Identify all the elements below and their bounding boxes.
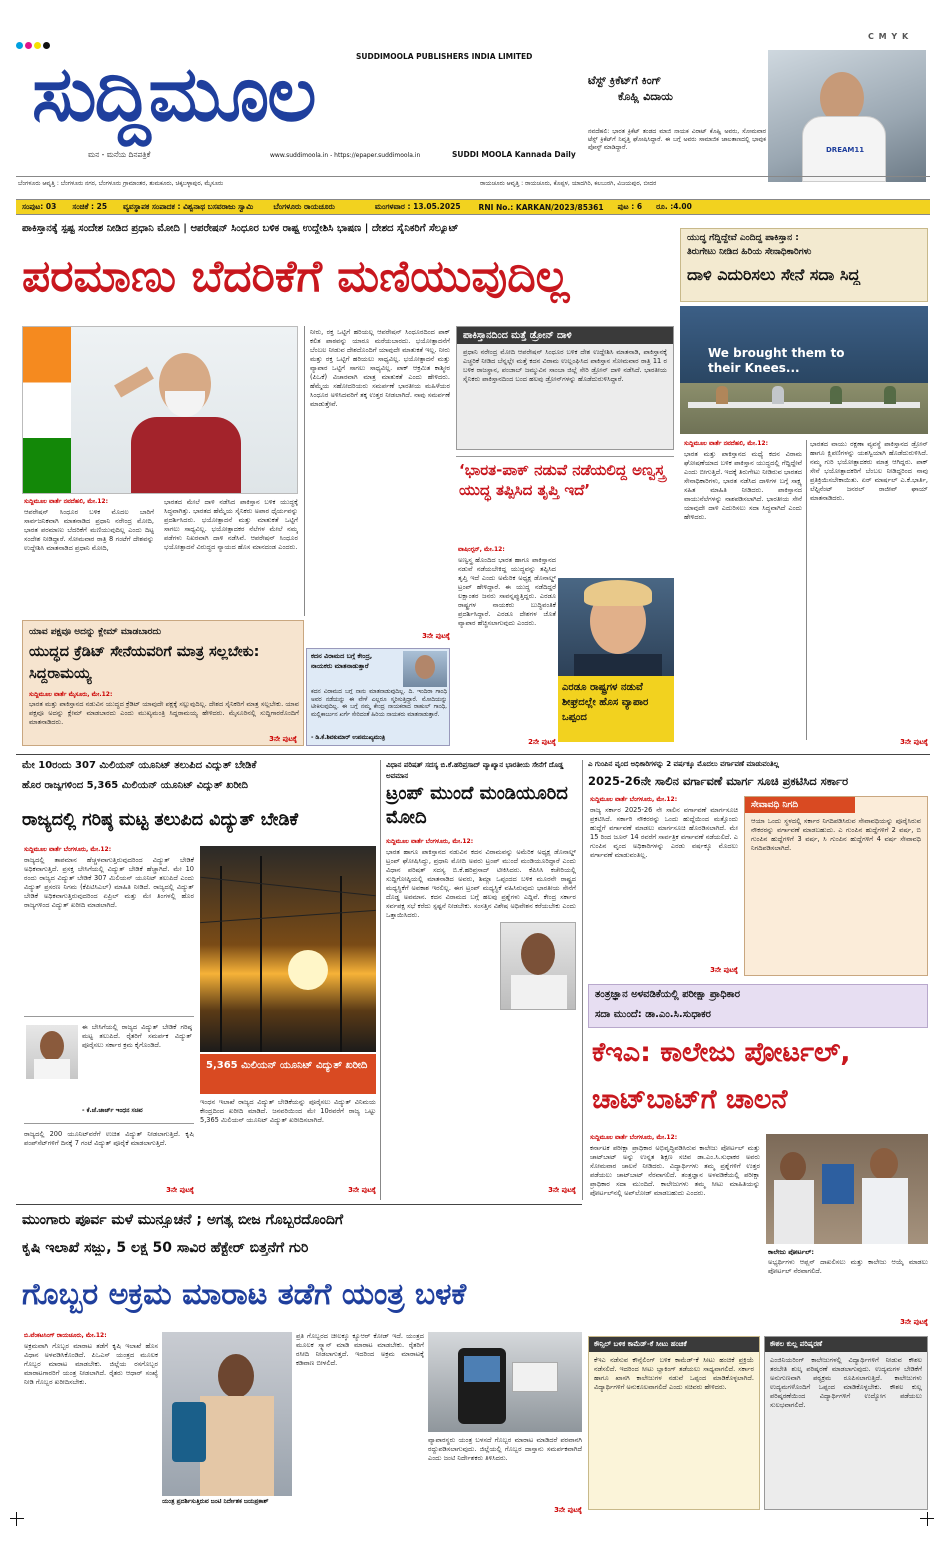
teaser-title-2: ಕೊಹ್ಲಿ ವಿದಾಯ bbox=[618, 90, 673, 103]
official-photo bbox=[162, 1332, 292, 1496]
fertilizer-kicker-1: ಮುಂಗಾರು ಪೂರ್ವ ಮಳೆ ಮುನ್ಸೂಚನೆ ; ಅಗತ್ಯ ಬೀಜ ಗೊಬ್ಬರದೊಂದಿಗೆ bbox=[22, 1212, 344, 1228]
transfer-headline[interactable]: 2025-26ನೇ ಸಾಲಿನ ವರ್ಗಾವಣೆ ಮಾರ್ಗ ಸೂಚಿ ಪ್ರಕಟಿಸಿದ ಸರ್ಕಾರ bbox=[588, 774, 849, 788]
power-grid-photo bbox=[200, 846, 376, 1052]
kea-byline: ಸುದ್ದಿಮೂಲ ವಾರ್ತೆ ಬೆಂಗಳೂರು, ಮೇ.12: bbox=[590, 1134, 678, 1141]
hariprasad-body: ಭಾರತ ಹಾಗೂ ಪಾಕಿಸ್ತಾನದ ನಡುವಿನ ಕದನ ವಿರಾಮವನ್ನು ಅಮೆರಿಕ ಅಧ್ಯಕ್ಷ ಡೊನಾಲ್ಡ್ ಟ್ರಂಪ್ ಘೋಷಿಸಿದ್ದು, ಪ್ರಧಾನಿ ಮೋದಿ ಅವರು ಟ್ರಂಪ್ ಮುಂದೆ ಮಂಡಿಯೂರಿದ್ದಾರೆ ಎಂದು ವಿಧಾನ ಪರಿಷತ್ ಸದಸ್ಯ ಬಿ.ಕೆ.ಹರಿಪ್ರಸಾದ್ ಟೀಕಿಸಿದರು. ಕೆಪಿಸಿಸಿ ಕಚೇರಿಯಲ್ಲಿ ಸುದ್ದಿಗೋಷ್ಠಿಯಲ್ಲಿ ಮಾತನಾಡಿದ ಅವರು, ಶಿಮ್ಲಾ ಒಪ್ಪಂದದ ಬಳಿಕ ಮೂರನೇ ರಾಷ್ಟ್ರದ ಮಧ್ಯಸ್ಥಿಕೆಗೆ ಅವಕಾಶ ಇರಲಿಲ್ಲ. ಈಗ ಟ್ರಂಪ್ ಮಧ್ಯಸ್ಥಿಕೆ ವಹಿಸಿರುವುದು ಭಾರತೀಯ ಸೇನೆಗೆ ದೊಡ್ಡ ಅವಮಾನ. ಕದನ ವಿರಾಮದ ಬಗ್ಗೆ ಹಲವು ಪ್ರಶ್ನೆಗಳು ಎದ್ದಿವೆ. ಕೇಂದ್ರ ಸರ್ಕಾರ ಸರ್ವಪಕ್ಷ ಸಭೆ ಕರೆದು ಸ್ಪಷ್ಟನೆ ನೀಡಬೇಕು. ಸಂಸತ್ತಿನ ವಿಶೇಷ ಅಧಿವೇಶನ ಕರೆಯಬೇಕು ಎಂದು ಒತ್ತಾಯಿಸಿದರು. bbox=[386, 848, 576, 919]
transfer-body: ರಾಜ್ಯ ಸರ್ಕಾರ 2025-26 ನೇ ಸಾಲಿನ ವರ್ಗಾವಣೆ ಮಾರ್ಗಸೂಚಿ ಪ್ರಕಟಿಸಿದೆ. ಸರ್ಕಾರಿ ನೌಕರರನ್ನು ಒಂದು ಹುದ್ದೆಯಿಂದ ಮತ್ತೊಂದು ಹುದ್ದೆಗೆ ವರ್ಗಾವಣೆ ಮಾಡಲು ಮಾರ್ಗಸೂಚಿ ಹೊರಡಿಸಲಾಗಿದೆ. ಮೇ 15 ರಿಂದ ಜೂನ್ 14 ರವರೆಗೆ ಸಾರ್ವತ್ರಿಕ ವರ್ಗಾವಣೆ ನಡೆಯಲಿದೆ. ಎ ಗುಂಪಿನ ವೃಂದ ಅಧಿಕಾರಿಗಳನ್ನು ಎರಡು ವರ್ಷಕ್ಕೂ ಮೊದಲು ವರ್ಗಾವಣೆ ಮಾಡುವಂತಿಲ್ಲ. bbox=[590, 806, 738, 859]
lead-col1: ಆಪರೇಷನ್ ಸಿಂಧೂರ ಬಳಿಕ ಮೊದಲ ಬಾರಿಗೆ ಸಾರ್ವಜನಿಕವಾಗಿ ಮಾತನಾಡಿದ ಪ್ರಧಾನಿ ನರೇಂದ್ರ ಮೋದಿ, ಭಾರತ ಪರಮಾಣು ಬೆದರಿಕೆಗೆ ಮಣಿಯುವುದಿಲ್ಲ ಎಂದು ದಿಟ್ಟ ಸಂದೇಶ ನೀಡಿದ್ದಾರೆ. ಸೋಮವಾರ ರಾತ್ರಿ 8 ಗಂಟೆಗೆ ದೇಶವನ್ನು ಉದ್ದೇಶಿಸಿ ಮಾತನಾಡಿದ ಪ್ರಧಾನಿ ಮೋದಿ, bbox=[24, 508, 154, 552]
lead-col2: ಭಾರತದ ಮೇಲೆ ದಾಳಿ ನಡೆಸಿದ ಪಾಕಿಸ್ತಾನ ಬಳಿಕ ಯುದ್ಧಕ್ಕೆ ಸಿದ್ಧವಾಗಿತ್ತು. ಭಾರತದ ಹೆಮ್ಮೆಯ ಸೈನಿಕರು ಅಪಾರ ಧೈರ್ಯವನ್ನು ಪ್ರದರ್ಶಿಸಿದರು. ಭಯೋತ್ಪಾದನೆ ಮತ್ತು ಮಾತುಕತೆ ಒಟ್ಟಿಗೆ ಸಾಗಲು ಸಾಧ್ಯವಿಲ್ಲ. ಭಯೋತ್ಪಾದಕರ ನೆಲೆಗಳ ಮೇಲೆ ನಮ್ಮ ಪಡೆಗಳು ನಿಖರವಾಗಿ ದಾಳಿ ನಡೆಸಿವೆ. ಆಪರೇಷನ್ ಸಿಂಧೂರ ಭಯೋತ್ಪಾದನೆ ವಿರುದ್ಧದ ನ್ಯಾಯದ ಹೊಸ ಮಾನದಂಡ ಎಂದರು. bbox=[164, 498, 298, 551]
drone-body: ಪ್ರಧಾನಿ ನರೇಂದ್ರ ಮೋದಿ ಆಪರೇಷನ್ ಸಿಂಧೂರ ಬಳಿಕ ದೇಶ ಉದ್ದೇಶಿಸಿ ಮಾತನಾಡಿ, ಪಾಕಿಸ್ತಾನಕ್ಕೆ ಎಚ್ಚರಿಕೆ ನೀಡಿದ ಬೆನ್ನಲ್ಲೇ ಮತ್ತೆ ಕದನ ವಿರಾಮ ಉಲ್ಲಂಘಿಸಿದ ಪಾಕಿಸ್ತಾನ ಸೋಮವಾರ ರಾತ್ರಿ 11 ರ ಬಳಿಕ ರಾಜಸ್ಥಾನ, ಪಂಜಾಬ್ ಜಮ್ಮುವಿನ ಸಾಂಬಾ ಜಿಲ್ಲೆ ಸೇರಿ ಡ್ರೋನ್ ದಾಳಿ ನಡೆಸಿದೆ. ಭಾರತೀಯ ಸೈನಿಕರು ಪಾಕಿಸ್ತಾನದಿಂದ ಬಂದ ಹಲವು ಡ್ರೋನ್‌ಗಳನ್ನು ಹೊಡೆದುರುಳಿಸಿದ್ದಾರೆ. bbox=[463, 348, 667, 383]
crop-mark bbox=[10, 1518, 24, 1519]
registration-marks bbox=[16, 34, 76, 44]
power-quote-box bbox=[24, 1016, 194, 1124]
surrender-continued[interactable]: 3ನೇ ಪುಟಕ್ಕೆ bbox=[900, 738, 928, 746]
pos-machine-photo bbox=[428, 1332, 582, 1432]
cities: ಬೆಂಗಳೂರು ರಾಯಚೂರು bbox=[273, 202, 335, 211]
hariprasad-byline: ಸುದ್ದಿಮೂಲ ವಾರ್ತೆ ಬೆಂಗಳೂರು, ಮೇ.12: bbox=[386, 838, 474, 845]
edition-right: ರಾಯಚೂರು ಆವೃತ್ತಿ : ರಾಯಚೂರು, ಕೊಪ್ಪಳ, ಯಾದಗಿರಿ, ಕಲಬುರಗಿ, ವಿಜಯಪುರ, ಬೀದರ bbox=[480, 180, 657, 187]
crop-mark bbox=[927, 1512, 928, 1526]
kea-body: ಕರ್ನಾಟಕ ಪರೀಕ್ಷಾ ಪ್ರಾಧಿಕಾರ ಅಭಿವೃದ್ಧಿಪಡಿಸಿರುವ ಕಾಲೇಜು ಪೋರ್ಟಲ್ ಮತ್ತು ಚಾಟ್‌ಬಾಟ್ ಅನ್ನು ಉನ್ನತ ಶಿಕ್ಷಣ ಸಚಿವ ಡಾ.ಎಂ.ಸಿ.ಸುಧಾಕರ ಅವರು ಸೋಮವಾರ ಚಾಲನೆ ನೀಡಿದರು. ವಿದ್ಯಾರ್ಥಿಗಳು ತಮ್ಮ ಪ್ರಶ್ನೆಗಳಿಗೆ ಉತ್ತರ ಪಡೆಯಲು ಚಾಟ್‌ಬಾಟ್ ನೆರವಾಗಲಿದೆ. ತಂತ್ರಜ್ಞಾನ ಅಳವಡಿಕೆಯಲ್ಲಿ ಪರೀಕ್ಷಾ ಪ್ರಾಧಿಕಾರ ಸದಾ ಮುಂದಿದೆ. ಕಾಲೇಜುಗಳು ತಮ್ಮ ಸೀಟು ಮಾಹಿತಿಯನ್ನು ಪೋರ್ಟಲ್‌ನಲ್ಲಿ ಅಪ್‌ಲೋಡ್ ಮಾಡಬಹುದು ಎಂದರು. bbox=[590, 1144, 760, 1197]
hariprasad-photo bbox=[500, 922, 576, 1010]
power-body1: ರಾಜ್ಯದಲ್ಲಿ ತಾಪಮಾನ ಹೆಚ್ಚಳವಾಗುತ್ತಿರುವುದರಿಂದ ವಿದ್ಯುತ್ ಬೇಡಿಕೆ ಅಧಿಕವಾಗುತ್ತಿದೆ. ಪ್ರಸಕ್ತ ಬೇಸಿಗೆಯಲ್ಲಿ ವಿದ್ಯುತ್ ಬೇಡಿಕೆ ಹೆಚ್ಚಾಗಿದೆ. ಮೇ 10 ರಂದು ರಾಜ್ಯದ ವಿದ್ಯುತ್ ಬೇಡಿಕೆ 307 ಮಿಲಿಯನ್ ಯೂನಿಟ್ ತಲುಪಿದೆ ಎಂದು ವಿದ್ಯುತ್ ಪ್ರಸರಣ ನಿಗಮ (ಕೆಪಿಟಿಸಿಎಲ್) ಮಾಹಿತಿ ನೀಡಿದೆ. ರಾಜ್ಯದಲ್ಲಿ ವಿದ್ಯುತ್ ಬೇಡಿಕೆ ಅಧಿಕವಾಗುತ್ತಿರುವುದರಿಂದ ಏಪ್ರಿಲ್ ಮತ್ತು ಮೇ ತಿಂಗಳಲ್ಲಿ ಹೊರ ರಾಜ್ಯಗಳಿಂದ ವಿದ್ಯುತ್ ಖರೀದಿ ಮಾಡಲಾಗಿದೆ. bbox=[24, 856, 194, 909]
dks-photo bbox=[403, 651, 447, 687]
surrender-byline: ಸುದ್ದಿಮೂಲ ವಾರ್ತೆ ನವದೆಹಲಿ, ಮೇ.12: bbox=[684, 440, 768, 447]
trump-photo bbox=[558, 578, 674, 676]
fertilizer-continued[interactable]: 3ನೇ ಪುಟಕ್ಕೆ bbox=[554, 1506, 582, 1514]
fertilizer-headline[interactable]: ಗೊಬ್ಬರ ಅಕ್ರಮ ಮಾರಾಟ ತಡೆಗೆ ಯಂತ್ರ ಬಳಕೆ bbox=[22, 1277, 467, 1312]
kohli-teaser bbox=[588, 46, 928, 184]
lead-continued[interactable]: 3ನೇ ಪುಟಕ್ಕೆ bbox=[422, 632, 450, 640]
hariprasad-kicker: ವಿಧಾನ ಪರಿಷತ್ ಸದಸ್ಯ ಬಿ.ಕೆ.ಹರಿಪ್ರಸಾದ್ ವ್ಯಾಖ್ಯಾನ ಭಾರತೀಯ ಸೇನೆಗೆ ದೊಡ್ಡ ಅವಮಾನ bbox=[386, 761, 564, 780]
lead-headline[interactable]: ಪರಮಾಣು ಬೆದರಿಕೆಗೆ ಮಣಿಯುವುದಿಲ್ಲ bbox=[22, 251, 570, 302]
kea-headline-1[interactable]: ಕೆಇಎ: ಕಾಲೇಜು ಪೋರ್ಟಲ್, bbox=[592, 1037, 851, 1068]
price: ರೂ. :4.00 bbox=[656, 202, 692, 211]
dks-head-2: ನಾಯಕರು ಮಾತನಾಡುತ್ತಾರೆ bbox=[311, 662, 369, 670]
credit-byline: ಸುದ್ದಿಮೂಲ ವಾರ್ತೆ ಮೈಸೂರು, ಮೇ.12: bbox=[29, 691, 113, 698]
power-body2: ರಾಜ್ಯದಲ್ಲಿ 200 ಯೂನಿಟ್‌ವರೆಗೆ ಉಚಿತ ವಿದ್ಯುತ್ ನೀಡಲಾಗುತ್ತಿದೆ. ಕೃಷಿ ಪಂಪ್‌ಸೆಟ್‌ಗಳಿಗೆ ದಿನಕ್ಕೆ 7 ಗಂಟೆ ವಿದ್ಯುತ್ ಪೂರೈಕೆ ಮಾಡಲಾಗುತ್ತಿದೆ. bbox=[24, 1130, 194, 1147]
website-url[interactable]: www.suddimoola.in - https://epaper.suddimoola.in bbox=[270, 152, 421, 159]
rni-number: RNI No.: KARKAN/2023/85361 bbox=[478, 202, 604, 212]
brief-comedk bbox=[588, 1336, 760, 1510]
edition-left: ಬೆಂಗಳೂರು ಆವೃತ್ತಿ : ಬೆಂಗಳೂರು ನಗರ, ಬೆಂಗಳೂರು ಗ್ರಾಮಾಂತರ, ತುಮಕೂರು, ಚಿಕ್ಕಬಳ್ಳಾಪುರ, ಮೈಸೂರು bbox=[18, 180, 224, 187]
trump-byline: ವಾಷಿಂಗ್ಟನ್, ಮೇ.12: bbox=[458, 546, 505, 553]
kea-photo-caption: ಕಾಲೇಜು ಪೋರ್ಟಲ್: bbox=[768, 1248, 814, 1256]
hariprasad-continued[interactable]: 3ನೇ ಪುಟಕ್ಕೆ bbox=[548, 1186, 576, 1194]
kea-kicker-1: ತಂತ್ರಜ್ಞಾನ ಅಳವಡಿಕೆಯಲ್ಲಿ ಪರೀಕ್ಷಾ ಪ್ರಾಧಿಕಾರ bbox=[595, 989, 740, 1000]
official-photo-caption: ಯಂತ್ರ ಪ್ರದರ್ಶಿಸುತ್ತಿರುವ ಜಂಟಿ ನಿರ್ದೇಶಕ ಜಯಪ್ರಕಾಶ್ bbox=[162, 1498, 269, 1505]
credit-box bbox=[22, 620, 304, 746]
brief-skill-head[interactable]: ಕೌಶಲ ಕುಲ್ಲ ಪರಿಷ್ಕರಣೆ bbox=[765, 1337, 927, 1352]
brief-skill-fee bbox=[764, 1336, 928, 1510]
english-name: SUDDI MOOLA Kannada Daily bbox=[452, 150, 576, 159]
transfer-box-head: ಸೇವಾವಧಿ ನಿಗದಿ bbox=[745, 797, 855, 813]
power-kicker-2: ಹೊರ ರಾಜ್ಯಗಳಿಂದ 5,365 ಮಿಲಿಯನ್ ಯೂನಿಟ್ ವಿದ್ಯುತ್ ಖರೀದಿ bbox=[22, 780, 248, 791]
fertilizer-kicker-2: ಕೃಷಿ ಇಲಾಖೆ ಸಜ್ಜು, 5 ಲಕ್ಷ 50 ಸಾವಿರ ಹೆಕ್ಟೇರ್ ಬಿತ್ತನೆಗೆ ಗುರಿ bbox=[22, 1240, 309, 1256]
dks-signature: - ಡಿ.ಕೆ.ಶಿವಕುಮಾರ್ ಉಪಮುಖ್ಯಮಂತ್ರಿ bbox=[311, 735, 386, 741]
power-kicker-1: ಮೇ 10ರಂದು 307 ಮಿಲಿಯನ್ ಯೂನಿಟ್ ತಲುಪಿದ ವಿದ್ಯುತ್ ಬೇಡಿಕೆ bbox=[22, 760, 257, 771]
brief-skill-body: ಎಂಜಿನಿಯರಿಂಗ್ ಕಾಲೇಜುಗಳಲ್ಲಿ ವಿದ್ಯಾರ್ಥಿಗಳಿಗೆ ನೀಡುವ ಕೌಶಲ ತರಬೇತಿ ಶುಲ್ಕ ಪರಿಷ್ಕರಣೆ ಮಾಡಲಾಗುವುದು. ಉದ್ಯಮಗಳ ಬೇಡಿಕೆಗೆ ಅನುಗುಣವಾಗಿ ಪಠ್ಯಕ್ರಮ ರೂಪಿಸಲಾಗುತ್ತಿದೆ. ಕಾಲೇಜುಗಳು ಉದ್ಯಮಗಳೊಂದಿಗೆ ಒಪ್ಪಂದ ಮಾಡಿಕೊಳ್ಳಬೇಕು. ಕೌಶಲ ಕುಲ್ಲ ಪರಿಷ್ಕರಣೆಯಿಂದ ವಿದ್ಯಾರ್ಥಿಗಳಿಗೆ ಉದ್ಯೋಗ ಪಡೆಯಲು ಸುಲಭವಾಗಲಿದೆ. bbox=[770, 1356, 922, 1409]
dks-box bbox=[306, 648, 450, 746]
kea-caption-body: ಅಭ್ಯರ್ಥಿಗಳು ಆಪ್ಷನ್ ದಾಖಲಿಸಲು ಮತ್ತು ಕಾಲೇಜು ಆಯ್ಕೆ ಮಾಡಲು ಪೋರ್ಟಲ್ ನೆರವಾಗಲಿದೆ. bbox=[768, 1258, 928, 1275]
trump-photo-caption: ಎರಡೂ ರಾಷ್ಟ್ರಗಳ ನಡುವೆ ಶೀಘ್ರದಲ್ಲೇ ಹೊಸ ವ್ಯಾಪಾರ ಒಪ್ಪಂದ bbox=[558, 676, 674, 742]
transfer-byline: ಸುದ್ದಿಮೂಲ ವಾರ್ತೆ ಬೆಂಗಳೂರು, ಮೇ.12: bbox=[590, 796, 678, 803]
power-units-box: 5,365 ಮಿಲಿಯನ್ ಯೂನಿಟ್ ವಿದ್ಯುತ್ ಖರೀದಿ bbox=[200, 1054, 376, 1094]
fertilizer-body2: ಪ್ರತಿ ಗೊಬ್ಬರದ ಚೀಲಕ್ಕೂ ಕ್ಯೂಆರ್ ಕೋಡ್ ಇದೆ. ಯಂತ್ರದ ಮೂಲಕ ಸ್ಕ್ಯಾನ್ ಮಾಡಿ ಮಾರಾಟ ಮಾಡಬೇಕು. ರೈತರಿಗೆ ರಸೀದಿ ನೀಡಲಾಗುತ್ತದೆ. ಇದರಿಂದ ಅಕ್ರಮ ಮಾರಾಟಕ್ಕೆ ಕಡಿವಾಣ ಬೀಳಲಿದೆ. bbox=[296, 1332, 424, 1367]
masthead-logo: ಸುದ್ದಿಮೂಲ bbox=[32, 49, 315, 138]
drone-head[interactable]: ಪಾಕಿಸ್ತಾನದಿಂದ ಮತ್ತೆ ಡ್ರೋನ್ ದಾಳಿ bbox=[457, 327, 673, 344]
kea-photo bbox=[766, 1134, 928, 1244]
transfer-box-body: ಆಯಾ ಒಂದು ಸ್ಥಳದಲ್ಲಿ ಸರ್ಕಾರ ನಿಗದಿಪಡಿಸಿರುವ ಸೇವಾವಧಿಯನ್ನು ಪೂರೈಸಿರುವ ನೌಕರರನ್ನು ವರ್ಗಾವಣೆ ಮಾಡಬಹುದು. ಎ ಗುಂಪಿನ ಹುದ್ದೆಗಳಿಗೆ 2 ವರ್ಷ, ಬಿ ಗುಂಪಿನ ಹುದ್ದೆಗಳಿಗೆ 3 ವರ್ಷ, ಸಿ ಗುಂಪಿನ ಹುದ್ದೆಗಳಿಗೆ 4 ವರ್ಷ ಸೇವಾವಧಿ ನಿಗದಿಪಡಿಸಲಾಗಿದೆ. bbox=[751, 817, 921, 852]
surrender-kicker-2: ತಿರುಗೇಟು ನೀಡಿದ ಹಿರಿಯ ಸೇನಾಧಿಕಾರಿಗಳು bbox=[687, 247, 812, 257]
fertilizer-byline: ಬಿ.ವೆಂಕಟಸಿಂಗ್ ರಾಯಚೂರು, ಮೇ.12: bbox=[24, 1332, 107, 1339]
kea-kicker-box bbox=[588, 984, 928, 1028]
kea-headline-2[interactable]: ಚಾಟ್‌ಬಾಟ್‌ಗೆ ಚಾಲನೆ bbox=[592, 1084, 788, 1115]
lead-byline: ಸುದ್ದಿಮೂಲ ವಾರ್ತೆ ನವದೆಹಲಿ, ಮೇ.12: bbox=[24, 498, 108, 505]
cmyk-label: C M Y K bbox=[868, 32, 910, 41]
trump-continued[interactable]: 2ನೇ ಪುಟಕ್ಕೆ bbox=[528, 738, 556, 746]
surrender-kicker-1: ಯುದ್ಧ ಗೆದ್ದಿದ್ದೇವೆ ಎಂದಿದ್ದ ಪಾಕಿಸ್ತಾನ : bbox=[687, 233, 799, 243]
power-headline[interactable]: ರಾಜ್ಯದಲ್ಲಿ ಗರಿಷ್ಠ ಮಟ್ಟ ತಲುಪಿದ ವಿದ್ಯುತ್ ಬೇಡಿಕೆ bbox=[22, 810, 299, 830]
dks-head-1: ಕದನ ವಿರಾಮದ ಬಗ್ಗೆ ಕೇಂದ್ರ, bbox=[311, 652, 373, 660]
hariprasad-headline[interactable]: ಟ್ರಂಪ್ ಮುಂದೆ ಮಂಡಿಯೂರಿದ ಮೋದಿ bbox=[386, 783, 568, 828]
brief-comedk-body: ಕೆಇಎ ನಡೆಸುವ ಕೌನ್ಸೆಲಿಂಗ್ ಬಳಿಕ ಕಾಮೆಡ್-ಕೆ ಸೀಟು ಹಂಚಿಕೆ ಪ್ರಕ್ರಿಯೆ ನಡೆಸಲಿದೆ. ಇದರಿಂದ ಸೀಟು ಬ್ಲಾಕಿಂಗ್ ತಡೆಯಲು ಸಾಧ್ಯವಾಗಲಿದೆ. ಸರ್ಕಾರ ಹಾಗೂ ಖಾಸಗಿ ಕಾಲೇಜುಗಳ ನಡುವೆ ಒಪ್ಪಂದ ಮಾಡಿಕೊಳ್ಳಲಾಗಿದೆ. ವಿದ್ಯಾರ್ಥಿಗಳಿಗೆ ಅನುಕೂಲವಾಗಲಿದೆ ಎಂದು ಸಚಿವರು ಹೇಳಿದರು. bbox=[594, 1356, 754, 1391]
surrender-col2: ಭಾರತದ ವಾಯು ರಕ್ಷಣಾ ವ್ಯವಸ್ಥೆ ಪಾಕಿಸ್ತಾನದ ಡ್ರೋನ್ ಹಾಗೂ ಕ್ಷಿಪಣಿಗಳನ್ನು ಯಶಸ್ವಿಯಾಗಿ ಹೊಡೆದುರುಳಿಸಿದೆ. ನಮ್ಮ ಗುರಿ ಭಯೋತ್ಪಾದಕರು ಮಾತ್ರ ಆಗಿದ್ದರು. ಪಾಕ್ ಸೇನೆ ಭಯೋತ್ಪಾದಕರಿಗೆ ಬೆಂಬಲ ನೀಡಿದ್ದರಿಂದ ನಾವು ಪ್ರತಿಕ್ರಿಯಿಸಬೇಕಾಯಿತು. ಏರ್ ಮಾರ್ಷಲ್ ಎ.ಕೆ.ಭಾರ್ತಿ, ಲೆಫ್ಟಿನೆಂಟ್ ಜನರಲ್ ರಾಜೀವ್ ಘಾಯ್ ಮಾತನಾಡಿದರು. bbox=[810, 440, 928, 502]
publisher-name: SUDDIMOOLA PUBLISHERS INDIA LIMITED bbox=[356, 52, 533, 61]
kea-continued[interactable]: 3ನೇ ಪುಟಕ್ಕೆ bbox=[900, 1318, 928, 1326]
trump-body: ಅಣ್ವಸ್ತ್ರ ಹೊಂದಿದ ಭಾರತ ಹಾಗೂ ಪಾಕಿಸ್ತಾನದ ನಡುವೆ ನಡೆಯಬೇಕಿದ್ದ ಯುದ್ಧವನ್ನು ತಪ್ಪಿಸಿದ ತೃಪ್ತಿ ಇದೆ ಎಂದು ಅಮೆರಿಕ ಅಧ್ಯಕ್ಷ ಡೊನಾಲ್ಡ್ ಟ್ರಂಪ್ ಹೇಳಿದ್ದಾರೆ. ಈ ಯುದ್ಧ ನಡೆದಿದ್ದರೆ ಲಕ್ಷಾಂತರ ಜನರು ಸಾವನ್ನಪ್ಪುತ್ತಿದ್ದರು. ಎರಡೂ ರಾಷ್ಟ್ರಗಳ ನಾಯಕರು ಬುದ್ಧಿವಂತಿಕೆ ಪ್ರದರ್ಶಿಸಿದ್ದಾರೆ. ಎರಡೂ ದೇಶಗಳ ಜೊತೆ ವ್ಯಾಪಾರ ಹೆಚ್ಚಿಸಲಾಗುವುದು ಎಂದರು. bbox=[458, 556, 556, 627]
lead-kicker: ಪಾಕಿಸ್ತಾನಕ್ಕೆ ಸ್ಪಷ್ಟ ಸಂದೇಶ ನೀಡಿದ ಪ್ರಧಾನಿ ಮೋದಿ | ಆಪರೇಷನ್ ಸಿಂಧೂರ ಬಳಿಕ ರಾಷ್ಟ್ರ ಉದ್ದೇಶಿಸಿ ಭಾಷಣ | ದೇಶದ ಸೈನಿಕರಿಗೆ ಸೆಲ್ಯೂಟ್ bbox=[22, 223, 459, 234]
press-briefing-photo bbox=[680, 306, 928, 434]
kea-kicker-2: ಸದಾ ಮುಂದೆ: ಡಾ.ಎಂ.ಸಿ.ಸುಧಾಕರ bbox=[595, 1009, 711, 1020]
photo-caption: We brought them to their Knees... bbox=[708, 346, 845, 375]
transfer-continued[interactable]: 3ನೇ ಪುಟಕ್ಕೆ bbox=[710, 966, 738, 974]
fertilizer-body3: ವ್ಯಾಪಾರಸ್ಥರು ಯಂತ್ರ ಬಳಸದೆ ಗೊಬ್ಬರ ಮಾರಾಟ ಮಾಡಿದರೆ ಪರವಾನಗಿ ರದ್ದುಪಡಿಸಲಾಗುವುದು. ಜಿಲ್ಲೆಯಲ್ಲಿ ಗೊಬ್ಬರ ದಾಸ್ತಾನು ಸಮರ್ಪಕವಾಗಿದೆ ಎಂದು ಜಂಟಿ ನಿರ್ದೇಶಕರು ತಿಳಿಸಿದರು. bbox=[428, 1436, 582, 1462]
page-count: ಪುಟ : 6 bbox=[617, 202, 643, 211]
modi-photo bbox=[22, 326, 298, 494]
surrender-box bbox=[680, 228, 928, 302]
tagline: ಮನ - ಮನೆಯ ದಿನಪತ್ರಿಕೆ bbox=[88, 150, 151, 159]
teaser-title-1: ಟೆಸ್ಟ್ ಕ್ರಿಕೆಟ್‌ಗೆ ಕಿಂಗ್ bbox=[588, 74, 662, 87]
trump-headline[interactable]: ‘ಭಾರತ-ಪಾಕ್ ನಡುವೆ ನಡೆಯಲಿದ್ದ ಅಣ್ವಸ್ತ್ರ ಯುದ್ಧ ತಪ್ಪಿಸಿದ ತೃಪ್ತಿ ಇದೆ’ bbox=[456, 456, 674, 538]
power-body3: ಇಂಧನ ಇಲಾಖೆ ರಾಜ್ಯದ ವಿದ್ಯುತ್ ಬೇಡಿಕೆಯನ್ನು ಪೂರೈಸಲು ವಿದ್ಯುತ್ ವಿನಿಮಯ ಕೇಂದ್ರದಿಂದ ಖರೀದಿ ಮಾಡಿದೆ. ಜನವರಿಯಿಂದ ಮೇ 10ರವರೆಗೆ ರಾಜ್ಯ ಒಟ್ಟು 5,365 ಮಿಲಿಯನ್ ಯೂನಿಟ್ ವಿದ್ಯುತ್ ಖರೀದಿಸಲಾಗಿದೆ. bbox=[200, 1098, 376, 1124]
power-continued-2[interactable]: 3ನೇ ಪುಟಕ್ಕೆ bbox=[348, 1186, 376, 1194]
crop-mark bbox=[16, 1512, 17, 1526]
teaser-body: ನವದೆಹಲಿ: ಭಾರತ ಕ್ರಿಕೆಟ್ ತಂಡದ ಮಾಜಿ ನಾಯಕ ವಿರಾಟ್ ಕೊಹ್ಲಿ ಅವರು, ಸೋಮವಾರ ಟೆಸ್ಟ್ ಕ್ರಿಕೆಟ್‌ಗೆ ನಿವೃತ್ತಿ ಘೋಷಿಸಿದ್ದಾರೆ. ಈ ಬಗ್ಗೆ ಅವರು ಸಾಮಾಜಿಕ ಜಾಲತಾಣದಲ್ಲಿ ಭಾವುಕ ಪೋಸ್ಟ್ ಮಾಡಿದ್ದಾರೆ. bbox=[588, 128, 766, 151]
issue-date: ಮಂಗಳವಾರ : 13.05.2025 bbox=[374, 202, 461, 211]
transfer-kicker: ಎ ಗುಂಪಿನ ವೃಂದ ಅಧಿಕಾರಿಗಳನ್ನು 2 ವರ್ಷಕ್ಕೂ ಮೊದಲು ವರ್ಗಾವಣೆ ಮಾಡುವಂತಿಲ್ಲ bbox=[588, 760, 779, 768]
info-bar bbox=[16, 199, 930, 215]
surrender-col1: ಭಾರತ ಮತ್ತು ಪಾಕಿಸ್ತಾನದ ಮಧ್ಯೆ ಕದನ ವಿರಾಮ ಘೋಷಣೆಯಾದ ಬಳಿಕ ಪಾಕಿಸ್ತಾನ ಯುದ್ಧದಲ್ಲಿ ಗೆದ್ದಿದ್ದೇವೆ ಎಂದು ಬೀಗುತ್ತಿದೆ. ಇದಕ್ಕೆ ತಿರುಗೇಟು ನೀಡಿರುವ ಭಾರತದ ಸೇನಾಧಿಕಾರಿಗಳು, ಭಾರತ ನಡೆಸಿದ ದಾಳಿಗಳ ಬಗ್ಗೆ ಸಾಕ್ಷ್ಯ ಸಹಿತ ಮಾಹಿತಿ ನೀಡಿದರು. ಪಾಕಿಸ್ತಾನದ ವಾಯುನೆಲೆಗಳನ್ನು ನಾಶಪಡಿಸಲಾಗಿದೆ. ಭಾರತೀಯ ಸೇನೆ ಯಾವುದೇ ದಾಳಿ ಎದುರಿಸಲು ಸದಾ ಸಿದ್ಧವಾಗಿದೆ ಎಂದು ಹೇಳಿದರು. bbox=[684, 450, 802, 521]
issue: ಸಂಚಿಕೆ : 25 bbox=[72, 202, 108, 211]
power-quote-sig: - ಕೆ.ಜೆ.ಜಾರ್ಜ್ ಇಂಧನ ಸಚಿವ bbox=[82, 1107, 143, 1114]
volume: ಸಂಪುಟ: 03 bbox=[22, 202, 57, 211]
lead-col3: ನೀರು, ರಕ್ತ ಒಟ್ಟಿಗೆ ಹರಿಯಲ್ಲ ಆಪರೇಷನ್ ಸಿಂಧೂರದಿಂದ ಪಾಕ್ ಕಲಿತ ಪಾಠವನ್ನು ಯಾರೂ ಮರೆಯಬಾರದು. ಭಯೋತ್ಪಾದನೆಗೆ ಬೆಂಬಲ ನೀಡುವ ದೇಶದೊಂದಿಗೆ ಯಾವುದೇ ಮಾತುಕತೆ ಇಲ್ಲ. ನೀರು ಮತ್ತು ರಕ್ತ ಒಟ್ಟಿಗೆ ಹರಿಯಲು ಸಾಧ್ಯವಿಲ್ಲ. ಭಯೋತ್ಪಾದನೆ ಮತ್ತು ವ್ಯಾಪಾರ ಒಟ್ಟಿಗೆ ಸಾಗಲು ಸಾಧ್ಯವಿಲ್ಲ. ಪಾಕ್ ಆಕ್ರಮಿತ ಕಾಶ್ಮೀರ (ಪಿಒಕೆ) ವಿಚಾರವಾಗಿ ಮಾತ್ರ ಮಾತುಕತೆ ಎಂದು ಹೇಳಿದರು. ಹೆಮ್ಮೆಯ ಸಹೋದರಿಯರು ಸಮರ್ಪಣೆ ಭಾರತೀಯ ಮಹಿಳೆಯರ ಸಿಂಧೂರ ಅಳಿಸಿದವರಿಗೆ ತಕ್ಕ ಉತ್ತರ ನೀಡಲಾಗಿದೆ. ನಾವು ಸಮರ್ಪಣೆ ಮಾಡುತ್ತೇವೆ. bbox=[310, 328, 450, 408]
george-photo bbox=[26, 1025, 78, 1079]
credit-continued[interactable]: 3ನೇ ಪುಟಕ್ಕೆ bbox=[269, 735, 297, 743]
fertilizer-body1: ಅಕ್ರಮವಾಗಿ ಗೊಬ್ಬರ ಮಾರಾಟ ತಡೆಗೆ ಕೃಷಿ ಇಲಾಖೆ ಹೊಸ ವಿಧಾನ ಅಳವಡಿಸಿಕೊಂಡಿದೆ. ಪಿಒಎಸ್ ಯಂತ್ರದ ಮೂಲಕ ಗೊಬ್ಬರ ಮಾರಾಟ ಮಾಡಬೇಕು. ಜಿಲ್ಲೆಯ ರಸಗೊಬ್ಬರ ಮಾರಾಟಗಾರರಿಗೆ ಯಂತ್ರ ನೀಡಲಾಗಿದೆ. ರೈತರು ಆಧಾರ್ ಸಂಖ್ಯೆ ನೀಡಿ ಗೊಬ್ಬರ ಖರೀದಿಸಬೇಕು. bbox=[24, 1342, 158, 1386]
power-quote: ಈ ಬೇಸಿಗೆಯಲ್ಲಿ ರಾಜ್ಯದ ವಿದ್ಯುತ್ ಬೇಡಿಕೆ ಗರಿಷ್ಠ ಮಟ್ಟ ತಲುಪಿದೆ. ರೈತರಿಗೆ ಸಮರ್ಪಕ ವಿದ್ಯುತ್ ಪೂರೈಸಲು ಸರ್ಕಾರ ಕ್ರಮ ಕೈಗೊಂಡಿದೆ. bbox=[82, 1023, 192, 1049]
credit-kicker: ಯಾವ ಪಕ್ಷವೂ ಅದನ್ನು ಕ್ಲೇಮ್ ಮಾಡಬಾರದು bbox=[29, 627, 162, 637]
power-continued-1[interactable]: 3ನೇ ಪುಟಕ್ಕೆ bbox=[166, 1186, 194, 1194]
brief-comedk-head[interactable]: ಕೌನ್ಸಿಲ್ ಬಳಿಕ ಕಾಮೆಡ್-ಕೆ ಸೀಟು ಹಂಚಿಕೆ bbox=[589, 1337, 759, 1352]
kohli-photo: DREAM11 bbox=[768, 50, 926, 182]
transfer-box bbox=[744, 796, 928, 976]
credit-headline[interactable]: ಯುದ್ಧದ ಕ್ರೆಡಿಟ್ ಸೇನೆಯವರಿಗೆ ಮಾತ್ರ ಸಲ್ಲಬೇಕು: ಸಿದ್ದರಾಮಯ್ಯ bbox=[29, 644, 260, 682]
drone-box bbox=[456, 326, 674, 450]
editor: ವ್ಯವಸ್ಥಾಪಕ ಸಂಪಾದಕ : ವಿಶ್ವನಾಥ ಬಸವರಾಜು ಸ್ವಾಮಿ bbox=[123, 202, 254, 211]
dks-body: ಕದನ ವಿರಾಮದ ಬಗ್ಗೆ ನಾನು ಮಾತನಾಡುವುದಿಲ್ಲ. ದಿ. ಇಂದಿರಾ ಗಾಂಧಿ ಅವರ ನಡೆಯನ್ನು ಈ ವೇಳೆ ಎಲ್ಲರೂ ಸ್ಮರಿಸುತ್ತಿದ್ದಾರೆ. ಮೋದಿಯನ್ನು ಟೀಕಿಸುವುದಿಲ್ಲ. ಈ ಬಗ್ಗೆ ನಮ್ಮ ಕೇಂದ್ರ ನಾಯಕರಾದ ರಾಹುಲ್ ಗಾಂಧಿ, ಮಲ್ಲಿಕಾರ್ಜುನ ಖರ್ಗೆ ಸೇರಿದಂತೆ ಹಿರಿಯ ನಾಯಕರು ಮಾತನಾಡುತ್ತಾರೆ. bbox=[311, 689, 447, 718]
credit-body: ಭಾರತ ಮತ್ತು ಪಾಕಿಸ್ತಾನದ ನಡುವಿನ ಯುದ್ಧದ ಕ್ರೆಡಿಟ್ ಯಾವುದೇ ಪಕ್ಷಕ್ಕೆ ಸಲ್ಲುವುದಿಲ್ಲ. ದೇಶದ ಸೈನಿಕರಿಗೆ ಮಾತ್ರ ಸಲ್ಲಬೇಕು. ಯಾವ ಪಕ್ಷವೂ ಅದನ್ನು ಕ್ಲೇಮ್ ಮಾಡಬಾರದು ಎಂದು ಮುಖ್ಯಮಂತ್ರಿ ಸಿದ್ದರಾಮಯ್ಯ ಹೇಳಿದರು. ಮೈಸೂರಿನಲ್ಲಿ ಸುದ್ದಿಗಾರರೊಂದಿಗೆ ಮಾತನಾಡಿದರು. bbox=[29, 700, 299, 726]
surrender-headline[interactable]: ದಾಳಿ ಎದುರಿಸಲು ಸೇನೆ ಸದಾ ಸಿದ್ಧ bbox=[687, 265, 860, 284]
power-byline: ಸುದ್ದಿಮೂಲ ವಾರ್ತೆ ಬೆಂಗಳೂರು, ಮೇ.12: bbox=[24, 846, 112, 853]
